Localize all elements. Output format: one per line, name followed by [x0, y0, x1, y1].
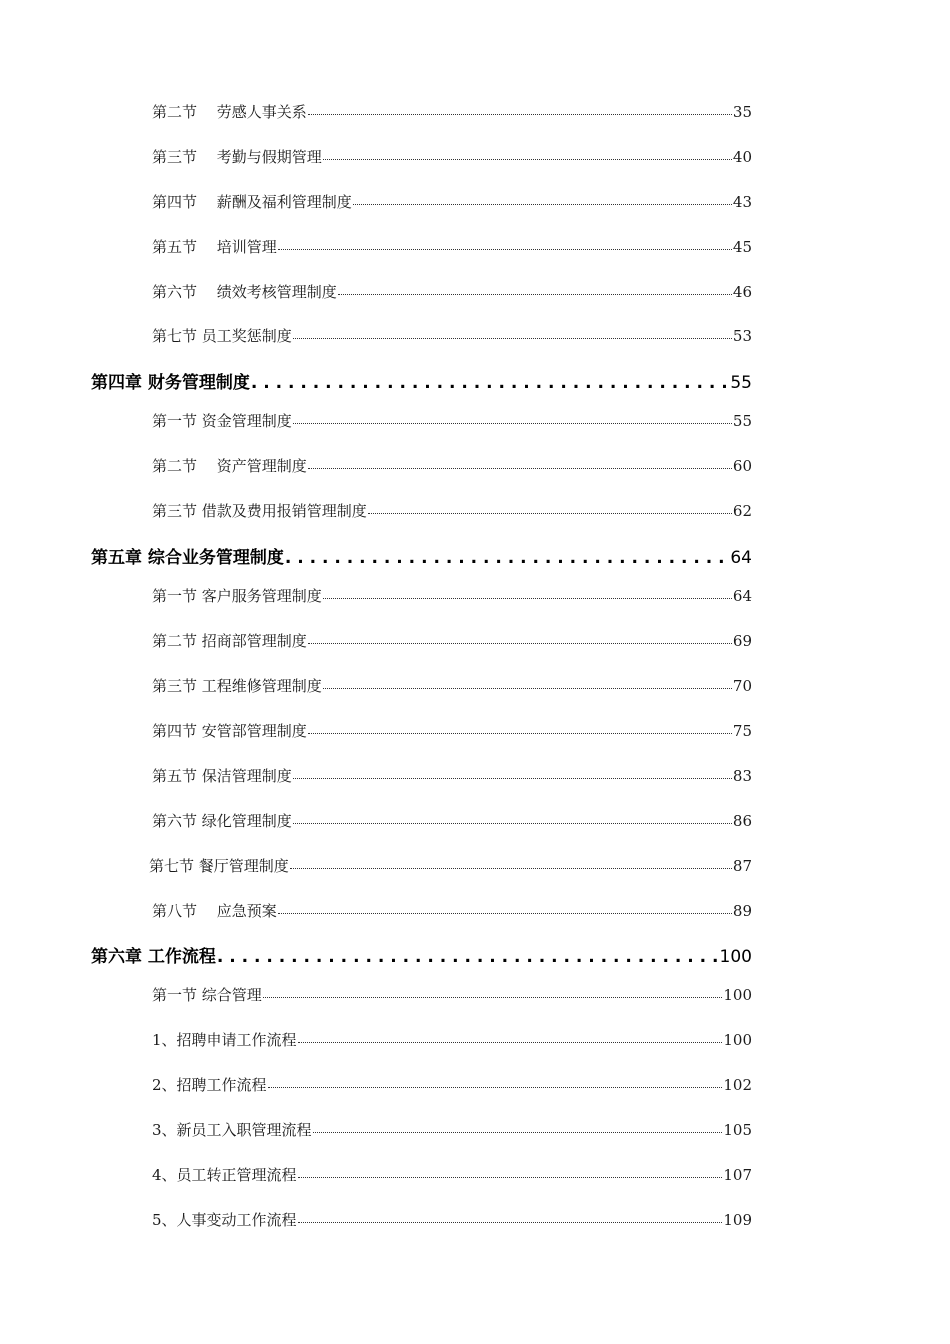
dot-leader [285, 548, 729, 565]
toc-entry-label: 第五节 培训管理 [152, 238, 277, 256]
toc-entry-page: 45 [732, 238, 752, 256]
toc-entry-label: 5、人事变动工作流程 [152, 1211, 297, 1229]
toc-entry-label: 第二节 资产管理制度 [152, 457, 307, 475]
toc-entry-page: 109 [723, 1211, 752, 1229]
dot-leader [298, 1207, 723, 1223]
toc-chapter-label: 第五章 综合业务管理制度 [91, 548, 284, 568]
dot-leader [278, 898, 732, 914]
toc-entry[interactable] [152, 1209, 752, 1230]
dot-leader [308, 718, 732, 734]
toc-entry-page: 105 [723, 1121, 752, 1139]
toc-entry[interactable] [152, 585, 752, 606]
toc-entry-label: 1、招聘申请工作流程 [152, 1031, 297, 1049]
toc-entry-page: 107 [723, 1166, 752, 1184]
toc-chapter-label: 第四章 财务管理制度 [91, 373, 250, 393]
toc-entry[interactable] [152, 146, 752, 167]
toc-entry-page: 100 [723, 986, 752, 1004]
toc-entry[interactable] [152, 630, 752, 651]
toc-entry-page: 87 [732, 857, 752, 875]
dot-leader [308, 453, 732, 469]
toc-entry-page: 53 [732, 327, 752, 345]
toc-entry[interactable] [152, 1029, 752, 1050]
toc-entry[interactable] [152, 455, 752, 476]
toc-entry-page: 69 [732, 632, 752, 650]
toc-entry-label: 第七节 员工奖惩制度 [152, 327, 292, 345]
toc-entry-label: 第三节 考勤与假期管理 [152, 148, 322, 166]
dot-leader [217, 947, 719, 964]
toc-entry-page: 64 [732, 587, 752, 605]
dot-leader [313, 1117, 723, 1133]
toc-entry[interactable] [152, 281, 752, 302]
toc-chapter-page: 100 [719, 947, 752, 967]
toc-entry-label: 第八节 应急预案 [152, 902, 277, 920]
toc-entry-page: 62 [732, 502, 752, 520]
dot-leader [298, 1162, 723, 1178]
toc-entry-label: 第四节 安管部管理制度 [152, 722, 307, 740]
toc-entry-page: 60 [732, 457, 752, 475]
dot-leader [263, 982, 723, 998]
toc-entry-page: 35 [732, 103, 752, 121]
toc-entry-label: 第二节 招商部管理制度 [152, 632, 307, 650]
toc-entry[interactable] [152, 101, 752, 122]
toc-chapter-label: 第六章 工作流程 [91, 947, 216, 967]
toc-entry-page: 70 [732, 677, 752, 695]
dot-leader [268, 1072, 723, 1088]
toc-entry[interactable] [149, 855, 752, 876]
toc-entry-page: 46 [732, 283, 752, 301]
toc-entry-page: 102 [723, 1076, 752, 1094]
toc-entry-page: 86 [732, 812, 752, 830]
toc-entry-page: 100 [723, 1031, 752, 1049]
toc-entry[interactable] [152, 1164, 752, 1185]
toc-entry-page: 89 [732, 902, 752, 920]
dot-leader [293, 808, 732, 824]
toc-entry-page: 43 [732, 193, 752, 211]
dot-leader [251, 373, 729, 390]
dot-leader [298, 1027, 723, 1043]
toc-entry[interactable] [152, 191, 752, 212]
toc-entry-page: 83 [732, 767, 752, 785]
dot-leader [353, 189, 732, 205]
dot-leader [293, 763, 732, 779]
toc-entry-label: 第五节 保洁管理制度 [152, 767, 292, 785]
dot-leader [323, 583, 732, 599]
dot-leader [338, 279, 732, 295]
toc-entry[interactable] [152, 984, 752, 1005]
toc-entry-label: 第六节 绩效考核管理制度 [152, 283, 337, 301]
toc-entry-label: 3、新员工入职管理流程 [152, 1121, 312, 1139]
toc-entry-label: 第六节 绿化管理制度 [152, 812, 292, 830]
toc-chapter-page: 55 [730, 373, 752, 393]
toc-entry[interactable] [152, 1119, 752, 1140]
toc-entry-label: 第一节 客户服务管理制度 [152, 587, 322, 605]
toc-entry[interactable] [152, 720, 752, 741]
dot-leader [278, 234, 732, 250]
toc-chapter-entry[interactable] [91, 543, 752, 568]
dot-leader [290, 853, 732, 869]
toc-entry[interactable] [152, 410, 752, 431]
toc-entry-page: 40 [732, 148, 752, 166]
dot-leader [323, 144, 732, 160]
toc-entry-label: 第二节 劳感人事关系 [152, 103, 307, 121]
dot-leader [368, 498, 732, 514]
dot-leader [293, 408, 732, 424]
dot-leader [293, 323, 732, 339]
toc-chapter-entry[interactable] [91, 368, 752, 393]
toc-entry[interactable] [152, 900, 752, 921]
toc-entry[interactable] [152, 325, 752, 346]
toc-chapter-entry[interactable] [91, 942, 752, 967]
toc-entry-label: 第七节 餐厅管理制度 [149, 857, 289, 875]
toc-entry-label: 第三节 工程维修管理制度 [152, 677, 322, 695]
dot-leader [308, 628, 732, 644]
toc-entry-page: 75 [732, 722, 752, 740]
toc-entry[interactable] [152, 810, 752, 831]
toc-entry[interactable] [152, 765, 752, 786]
dot-leader [323, 673, 732, 689]
toc-entry-label: 4、员工转正管理流程 [152, 1166, 297, 1184]
toc-entry-label: 第四节 薪酬及福利管理制度 [152, 193, 352, 211]
toc-entry[interactable] [152, 500, 752, 521]
toc-entry-label: 2、招聘工作流程 [152, 1076, 267, 1094]
toc-entry[interactable] [152, 1074, 752, 1095]
toc-entry-page: 55 [732, 412, 752, 430]
toc-entry[interactable] [152, 236, 752, 257]
toc-entry-label: 第一节 资金管理制度 [152, 412, 292, 430]
toc-entry-label: 第三节 借款及费用报销管理制度 [152, 502, 367, 520]
toc-entry[interactable] [152, 675, 752, 696]
dot-leader [308, 99, 732, 115]
toc-entry-label: 第一节 综合管理 [152, 986, 262, 1004]
toc-chapter-page: 64 [730, 548, 752, 568]
